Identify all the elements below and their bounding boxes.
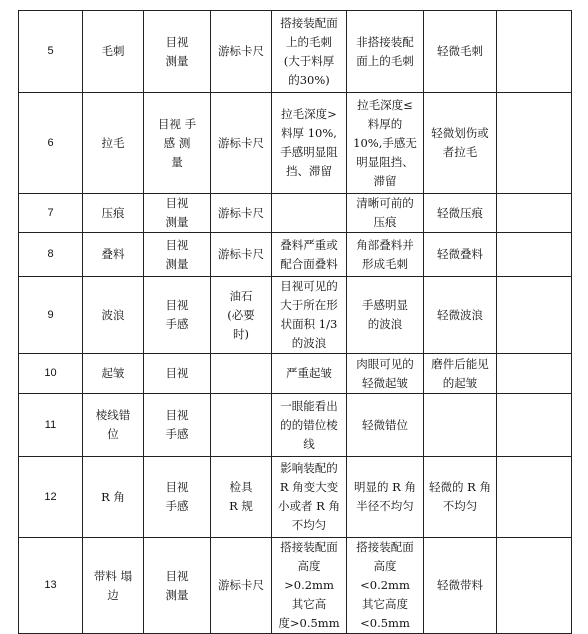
- inspection-tool-cell: 游标卡尺: [211, 233, 272, 277]
- inspection-tool-cell: [211, 394, 272, 457]
- inspection-tool-cell: 游标卡尺: [211, 93, 272, 194]
- minor-criterion-cell: 轻微波浪: [424, 277, 497, 354]
- defect-item-cell: 棱线错 位: [83, 394, 144, 457]
- row-number-cell: 8: [19, 233, 83, 277]
- inspection-tool-cell: [211, 354, 272, 394]
- extra-column-cell: [497, 93, 572, 194]
- row-number-cell: 9: [19, 277, 83, 354]
- severe-criterion-cell: 搭接装配面 上的毛刺 (大于料厚 的30%): [272, 11, 347, 93]
- inspection-method-cell: 目视 手感: [144, 277, 211, 354]
- row-number-cell: 6: [19, 93, 83, 194]
- extra-column-cell: [497, 277, 572, 354]
- inspection-method-cell: 目视 测量: [144, 11, 211, 93]
- minor-criterion-cell: 轻微压痕: [424, 194, 497, 233]
- major-criterion-cell: 清晰可前的 压痕: [347, 194, 424, 233]
- major-criterion-cell: 角部叠料并 形成毛刺: [347, 233, 424, 277]
- severe-criterion-cell: 搭接装配面 高度>0.2mm 其它高 度>0.5mm: [272, 538, 347, 634]
- table-row: [19, 93, 572, 194]
- major-criterion-cell: 拉毛深度≤ 料厚的 10%,手感无 明显阻挡、 滞留: [347, 93, 424, 194]
- table-row: [19, 277, 572, 354]
- row-number-cell: 10: [19, 354, 83, 394]
- table-row: [19, 538, 572, 634]
- inspection-method-cell: 目视 测量: [144, 538, 211, 634]
- defect-table: [18, 10, 572, 634]
- row-number-cell: 5: [19, 11, 83, 93]
- inspection-tool-cell: 游标卡尺: [211, 11, 272, 93]
- defect-item-cell: 压痕: [83, 194, 144, 233]
- inspection-tool-cell: 油石 (必要 时): [211, 277, 272, 354]
- defect-item-cell: R 角: [83, 457, 144, 538]
- inspection-tool-cell: 检具 R 规: [211, 457, 272, 538]
- severe-criterion-cell: 影响装配的 R 角变大变 小或者 R 角 不均匀: [272, 457, 347, 538]
- row-number-cell: 7: [19, 194, 83, 233]
- severe-criterion-cell: 拉毛深度> 料厚 10%, 手感明显阻 挡、滞留: [272, 93, 347, 194]
- major-criterion-cell: 搭接装配面 高度<0.2mm 其它高度 <0.5mm: [347, 538, 424, 634]
- major-criterion-cell: 非搭接装配 面上的毛刺: [347, 11, 424, 93]
- defect-item-cell: 波浪: [83, 277, 144, 354]
- major-criterion-cell: 明显的 R 角 半径不均匀: [347, 457, 424, 538]
- major-criterion-cell: 手感明显 的波浪: [347, 277, 424, 354]
- extra-column-cell: [497, 394, 572, 457]
- table-row: [19, 354, 572, 394]
- minor-criterion-cell: 轻微毛刺: [424, 11, 497, 93]
- severe-criterion-cell: 目视可见的 大于所在形 状面积 1/3 的波浪: [272, 277, 347, 354]
- minor-criterion-cell: 轻微叠料: [424, 233, 497, 277]
- severe-criterion-cell: 叠料严重或 配合面叠料: [272, 233, 347, 277]
- inspection-method-cell: 目视 测量: [144, 233, 211, 277]
- major-criterion-cell: 轻微错位: [347, 394, 424, 457]
- inspection-method-cell: 目视 手感: [144, 457, 211, 538]
- minor-criterion-cell: 轻微的 R 角 不均匀: [424, 457, 497, 538]
- row-number-cell: 13: [19, 538, 83, 634]
- table-row: [19, 394, 572, 457]
- table-row: [19, 457, 572, 538]
- inspection-method-cell: 目视 手感: [144, 394, 211, 457]
- row-number-cell: 11: [19, 394, 83, 457]
- inspection-tool-cell: 游标卡尺: [211, 538, 272, 634]
- inspection-method-cell: 目视 手 感 测 量: [144, 93, 211, 194]
- inspection-method-cell: 目视: [144, 354, 211, 394]
- extra-column-cell: [497, 11, 572, 93]
- major-criterion-cell: 肉眼可见的 轻微起皱: [347, 354, 424, 394]
- minor-criterion-cell: 轻微带料: [424, 538, 497, 634]
- severe-criterion-cell: 严重起皱: [272, 354, 347, 394]
- defect-item-cell: 带料 塌 边: [83, 538, 144, 634]
- extra-column-cell: [497, 457, 572, 538]
- defect-item-cell: 叠料: [83, 233, 144, 277]
- minor-criterion-cell: 磨件后能见 的起皱: [424, 354, 497, 394]
- severe-criterion-cell: [272, 194, 347, 233]
- extra-column-cell: [497, 354, 572, 394]
- extra-column-cell: [497, 194, 572, 233]
- inspection-tool-cell: 游标卡尺: [211, 194, 272, 233]
- extra-column-cell: [497, 233, 572, 277]
- table-row: [19, 11, 572, 93]
- row-number-cell: 12: [19, 457, 83, 538]
- defect-item-cell: 起皱: [83, 354, 144, 394]
- inspection-method-cell: 目视 测量: [144, 194, 211, 233]
- severe-criterion-cell: 一眼能看出 的的错位棱 线: [272, 394, 347, 457]
- table-row: [19, 233, 572, 277]
- defect-item-cell: 拉毛: [83, 93, 144, 194]
- extra-column-cell: [497, 538, 572, 634]
- minor-criterion-cell: [424, 394, 497, 457]
- minor-criterion-cell: 轻微划伤或 者拉毛: [424, 93, 497, 194]
- defect-item-cell: 毛刺: [83, 11, 144, 93]
- table-row: [19, 194, 572, 233]
